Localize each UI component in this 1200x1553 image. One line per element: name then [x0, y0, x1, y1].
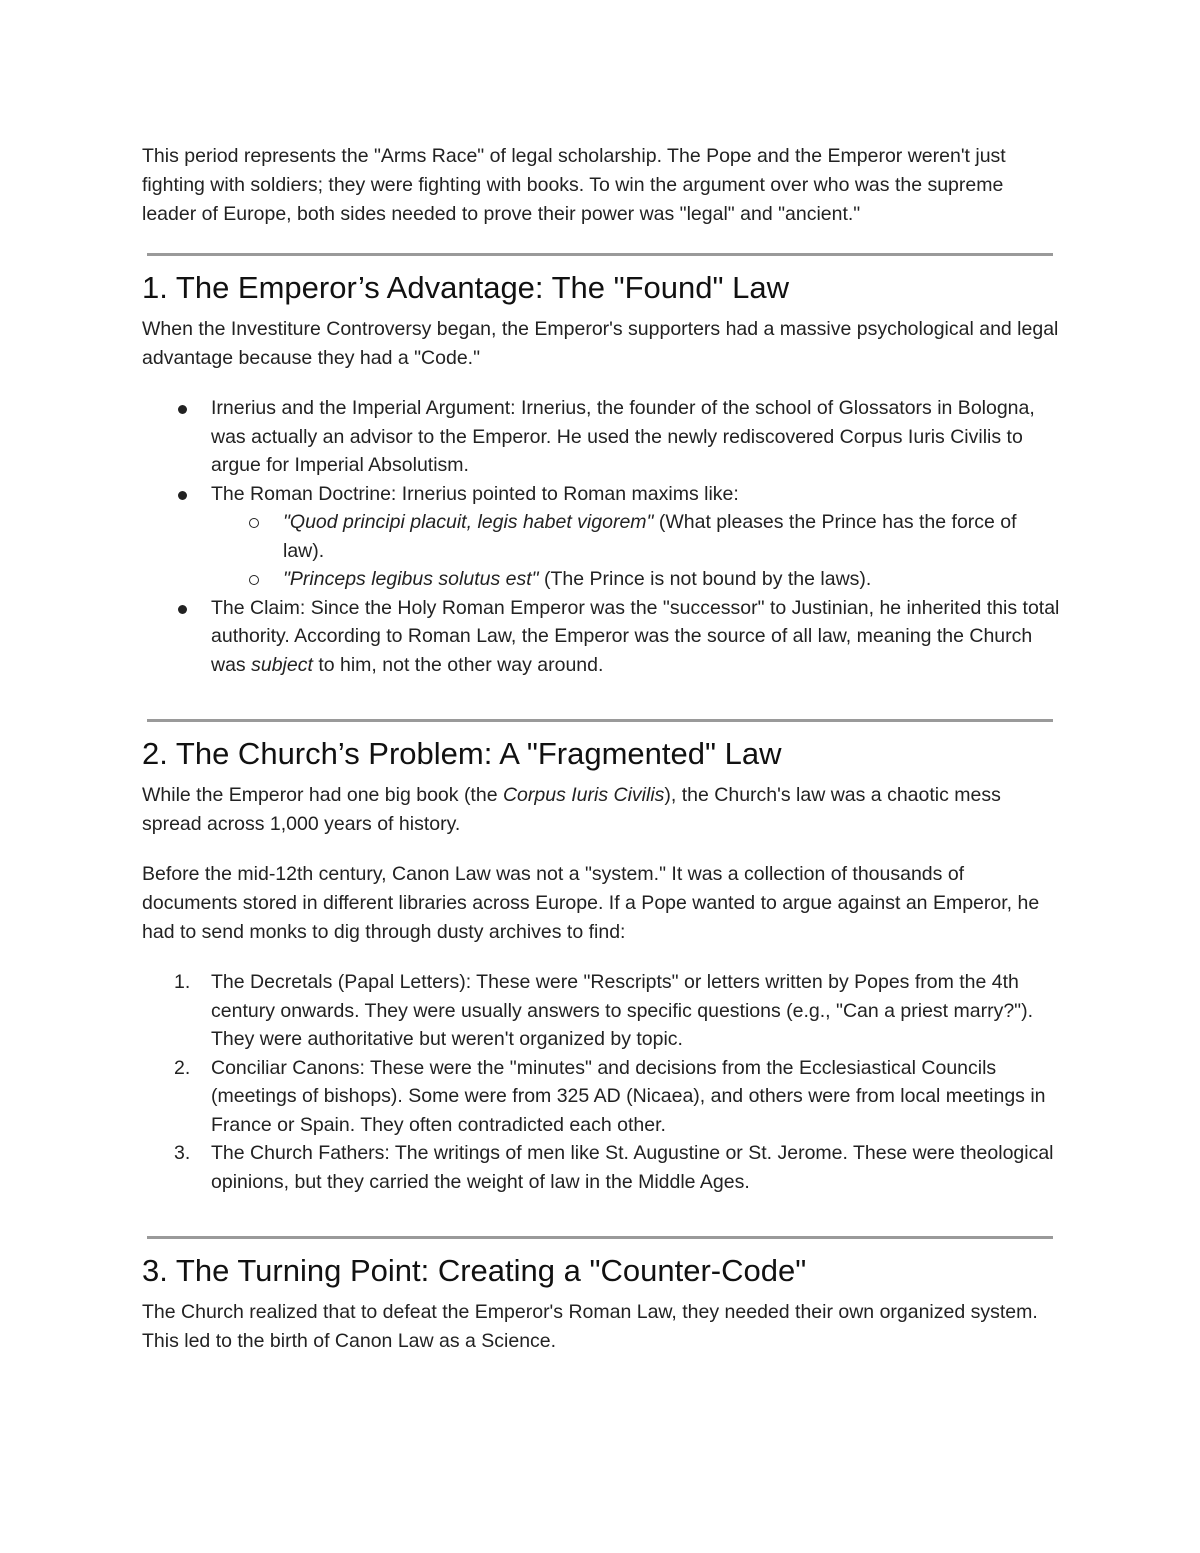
list-item-text: Irnerius and the Imperial Argument: Irnerius, the founder of the school of Glossators in Bologna, was actually an advisor to the Emperor. He used the newly rediscovered Corpus Iuris Civilis to argue for Imperial Absolutism. — [211, 397, 1035, 476]
list-item — [142, 480, 1062, 594]
section-1-bullet-list — [142, 394, 1062, 679]
list-number: 1. — [174, 971, 191, 993]
bullet-icon — [178, 405, 187, 414]
hollow-bullet-icon — [249, 518, 259, 528]
section-1-paragraph: When the Investiture Controversy began, the Emperor's supporters had a massive psychological and legal advantage because they had a "Code." — [142, 318, 1059, 369]
list-number: 3. — [174, 1142, 191, 1164]
section-2-numbered-list — [142, 968, 1062, 1196]
paragraph-text: While the Emperor had one big book (the — [142, 784, 503, 806]
list-item-text: The Decretals (Papal Letters): These were "Rescripts" or letters written by Popes from the 4th century onwards. They were usually answers to specific questions (e.g., "Can a priest marry?"). They were authoritative but weren't organized by topic. — [211, 971, 1033, 1050]
document-page — [142, 142, 1062, 1377]
list-number: 2. — [174, 1056, 191, 1079]
bullet-icon — [178, 491, 187, 500]
section-2-heading: 2. The Church’s Problem: A "Fragmented" Law — [142, 736, 782, 771]
list-item — [142, 394, 1062, 480]
section-divider — [147, 253, 1053, 256]
latin-maxim: "Quod principi placuit, legis habet vigorem" — [283, 511, 654, 533]
section-divider — [147, 719, 1053, 722]
list-item-text: The Church Fathers: The writings of men like St. Augustine or St. Jerome. These were theological opinions, but they carried the weight of law in the Middle Ages. — [211, 1142, 1054, 1193]
sub-list-item — [142, 565, 1062, 594]
list-item — [142, 1139, 1062, 1196]
section-3-paragraph: The Church realized that to defeat the Emperor's Roman Law, they needed their own organized system. This led to the birth of Canon Law as a Science. — [142, 1301, 1038, 1352]
section-2-paragraph-2: Before the mid-12th century, Canon Law was not a "system." It was a collection of thousands of documents stored in different libraries across Europe. If a Pope wanted to argue against an Emperor, he had to send monks to dig through dusty archives to find: — [142, 863, 1040, 943]
sub-bullet-list — [211, 508, 1062, 594]
list-item-text: The Roman Doctrine: Irnerius pointed to Roman maxims like: — [211, 482, 739, 505]
emphasis-text: Corpus Iuris Civilis — [502, 784, 665, 806]
list-item — [142, 1054, 1062, 1140]
intro-paragraph: This period represents the "Arms Race" of legal scholarship. The Pope and the Emperor weren't just fighting with soldiers; they were fighting with books. To win the argument over who was the supreme leader of Europe, both sides needed to prove their power was "legal" and "ancient." — [142, 145, 1006, 225]
section-1-heading: 1. The Emperor’s Advantage: The "Found" Law — [142, 270, 790, 305]
maxim-translation: (The Prince is not bound by the laws). — [538, 568, 872, 590]
latin-maxim: "Princeps legibus solutus est" — [283, 568, 539, 590]
bullet-icon — [178, 605, 187, 614]
section-2-paragraph-1 — [142, 781, 1062, 839]
list-item — [142, 968, 1062, 1054]
sub-list-item — [142, 508, 1062, 565]
section-divider — [147, 1236, 1053, 1239]
list-item-text: The Claim: Since the Holy Roman Emperor was the "successor" to Justinian, he inherited this total authority. According to Roman Law, the Emperor was the source of all law, meaning the Church was — [211, 596, 1060, 676]
list-item — [142, 594, 1062, 680]
list-item-text: Conciliar Canons: These were the "minutes" and decisions from the Ecclesiastical Councils (meetings of bishops). Some were from 325 AD (Nicaea), and others were from local meetings in France or Spain. They often contradicted each other. — [211, 1056, 1046, 1136]
section-3-heading: 3. The Turning Point: Creating a "Counter-Code" — [142, 1253, 807, 1288]
list-item-text: to him, not the other way around. — [312, 653, 604, 676]
maxim-translation: (What pleases the Prince has the force of law). — [283, 511, 1017, 562]
paragraph-text: ), the Church's law was a chaotic mess spread across 1,000 years of history. — [142, 784, 1001, 835]
hollow-bullet-icon — [249, 575, 259, 585]
emphasis-text: subject — [251, 653, 313, 676]
